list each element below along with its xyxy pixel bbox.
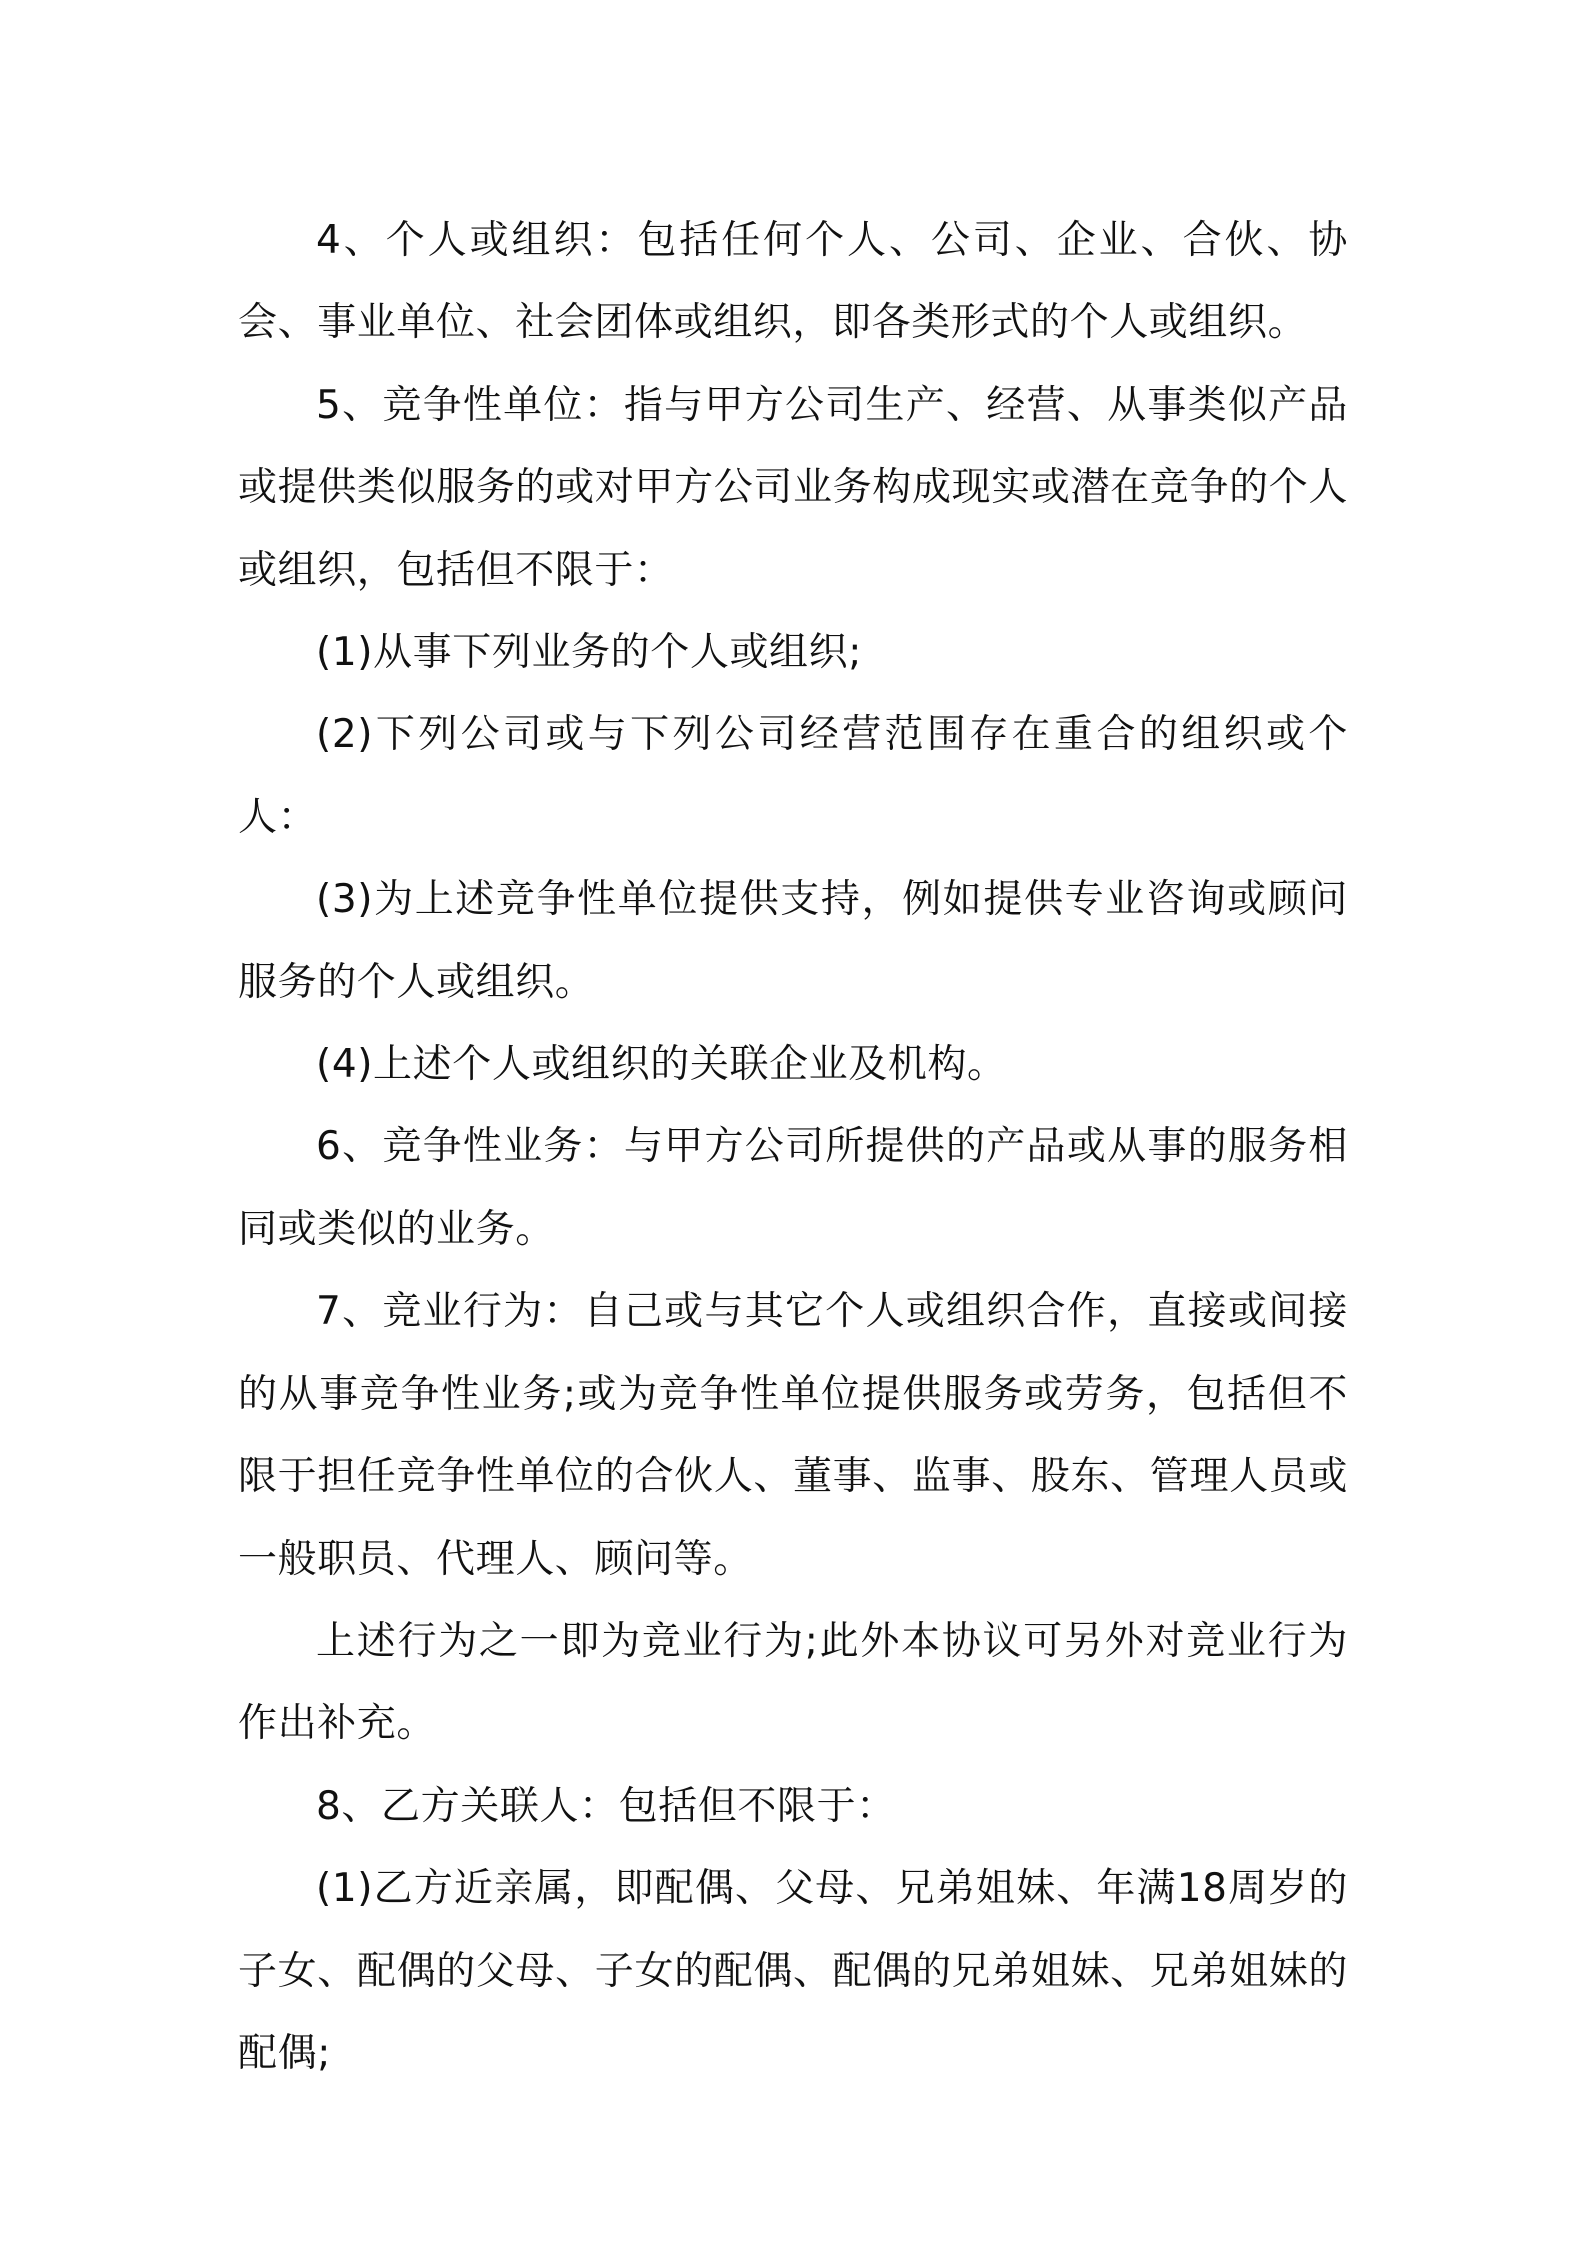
clause-7-supplement-note: 上述行为之一即为竞业行为;此外本协议可另外对竞业行为作出补充。 [238,1618,1348,1747]
clause-6-definition-competitive-business: 6、竞争性业务：与甲方公司所提供的产品或从事的服务相同或类似的业务。 [238,1124,1348,1252]
clause-5-item-2: (2)下列公司或与下列公司经营范围存在重合的组织或个人： [238,712,1348,840]
clause-4-definition-person-or-organization: 4、个人或组织：包括任何个人、公司、企业、合伙、协会、事业单位、社会团体或组织，即各类形式的个人或组织。 [238,218,1348,346]
clause-8-item-1: (1)乙方近亲属，即配偶、父母、兄弟姐妹、年满18周岁的子女、配偶的父母、子女的配偶、配偶的兄弟姐妹、兄弟姐妹的配偶; [238,1866,1348,2076]
clause-7-definition-competitive-conduct: 7、竞业行为：自己或与其它个人或组织合作，直接或间接的从事竞争性业务;或为竞争性单位提供服务或劳务，包括但不限于担任竞争性单位的合伙人、董事、监事、股东、管理人员或一般职员、代理人、顾问等。 [238,1289,1348,1582]
clause-8-definition-related-persons: 8、乙方关联人：包括但不限于： [316,1783,896,1829]
clause-5-item-3: (3)为上述竞争性单位提供支持，例如提供专业咨询或顾问服务的个人或组织。 [238,877,1348,1005]
clause-5-item-4: (4)上述个人或组织的关联企业及机构。 [316,1042,1007,1088]
clause-5-definition-competitive-unit: 5、竞争性单位：指与甲方公司生产、经营、从事类似产品或提供类似服务的或对甲方公司业务构成现实或潜在竞争的个人或组织，包括但不限于： [238,382,1348,593]
clause-5-item-1: (1)从事下列业务的个人或组织; [316,630,862,676]
document-body [238,200,1348,2095]
